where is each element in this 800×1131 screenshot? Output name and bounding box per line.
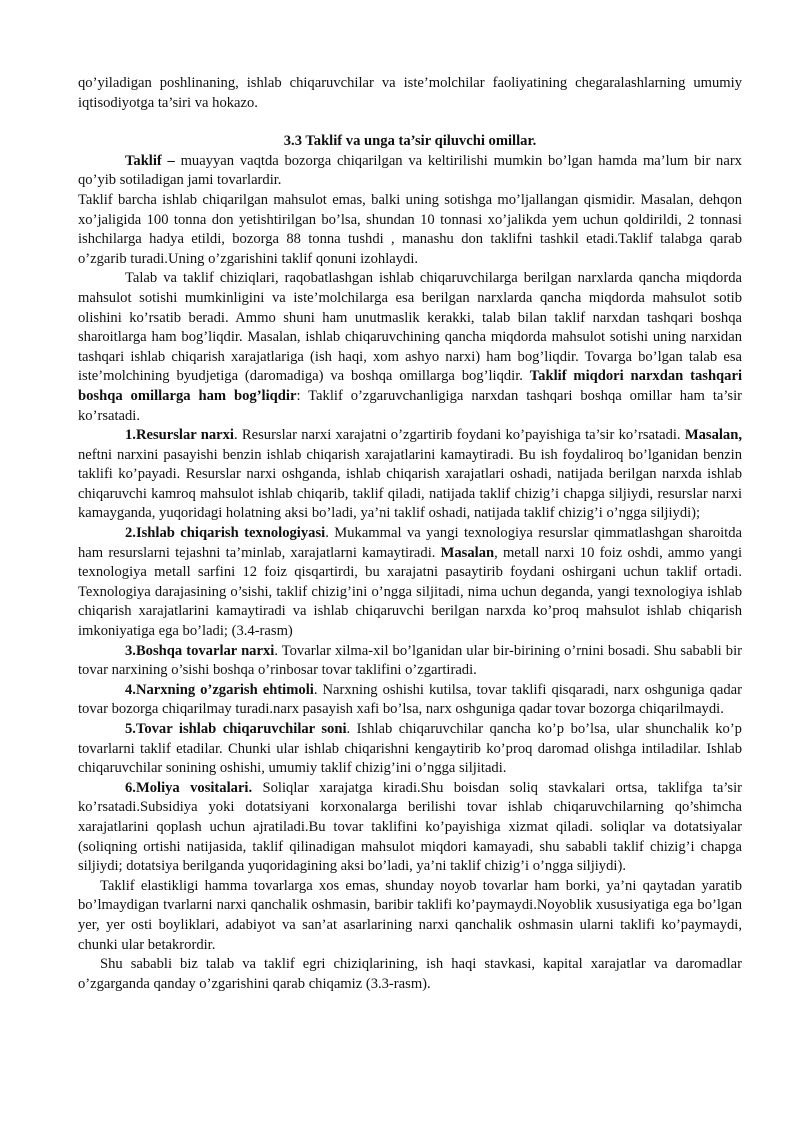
paragraph-elastiklik: Taklif elastikligi hamma tovarlarga xos emas, shunday noyob tovarlar ham borki, ya’ni qaytadan yaratib bo’lmaydigan tvarlarni narxi qanchalik oshmasin, baribir taklifi ko’paymaydi.Noyoblik xususiyatiga ega bo’lgan yer, yer osti boyliklari, adabiyot va san’at asarlarining narxi qanchalik oshmasin ularni taklifi ko’paymaydi, chunki ular betakrordir. [78,877,742,953]
factor-3-paragraph [78,642,742,681]
factor-5-paragraph [78,720,742,779]
factor-3-title: 3.Boshqa tovarlar narxi [125,642,275,659]
factor-2-text1: . Mukammal va yangi texnologiya resurslar qimmatlashgan sharoitda ham resurslarni tejashni ta’minlab, xarajatlarni kamaytiradi. [78,525,742,561]
factor-2-title: 2.Ishlab chiqarish texnologiyasi [125,525,326,542]
factor-5-text: . Ishlab chiqaruvchilar qancha ko’p bo’lsa, ular shunchalik ko’p tovarlarni taklif etadilar. Chunki ular ishlab chiqarishni kengaytirib ko’proq daromad olishga intiladilar. Ishlab chiqaruvchilar sonining oshishi, umumiy taklif chizig’ini o’ngga siljitadi. [78,721,742,777]
factor-5-title: 5.Tovar ishlab chiqaruvchilar soni [125,721,347,737]
paragraph-talab [78,269,742,426]
talab-tail: : Taklif o’zgaruvchanligiga narxdan tashqari boshqa omillar ham ta’sir ko’rsatadi. [78,387,742,424]
factor-1-bold2: Masalan, [684,427,742,444]
intro-paragraph: qo’yiladigan poshlinaning, ishlab chiqaruvchilar va iste’molchilar faoliyatining chegaralashlarning umumiy iqtisodiyotga ta’siri va hokazo. [78,75,742,111]
definition-text: muayyan vaqtda bozorga chiqarilgan va keltirilishi mumkin bo’lgan hamda ma’lum bir narx qo’yib sotiladigan jami tovarlardir. [78,152,742,189]
factor-2-paragraph [78,524,742,642]
factor-2-text2: , metall narxi 10 foiz oshdi, ammo yangi texnologiya metall sarfini 12 foiz qisqartirdi, bu xarajatni pasaytirib foydani oshirgani uchun taklif ortadi. Texnologiya darajasining o’sishi, taklif chizig’ini o’ngga siljitadi, nima uchun deganda, yangi texnologiya ishlab chiqarish xarajatlarini kamaytiradi va ishlab chiqaruvchi berilgan narxda ko’proq mahsulot ishlab chiqarish imkoniyatiga ega bo’ladi; (3.4-rasm) [78,544,742,640]
paragraph-taklif-barcha: Taklif barcha ishlab chiqarilgan mahsulot emas, balki uning sotishga mo’ljallangan qismidir. Masalan, dehqon xo’jaligida 100 tonna don yetishtirilgan bo’lsa, shundan 10 tonnasi xo’jalikda yem uchun qoldirildi, 2 tonnasi ishchilarga hadya etildi, bozorga 88 tonna tushdi , manashu don taklifni tashkil etadi.Taklif talabga qarab o’zgarib turadi.Uning o’zgarishini taklif qonuni izohlaydi. [78,191,742,267]
talab-text: Talab va taklif chiziqlari, raqobatlashgan ishlab chiqaruvchilarga berilgan narxlarda qancha miqdorda mahsulot sotishi mumkinligini va iste’molchilarga esa berilgan narxlarda qancha miqdorda mahsulot sotib olishini ko’rsatib beradi. Ammo shuni ham unutmaslik kerakki, talab bilan taklif narxdan tashqari boshqa sharoitlarga ham bog’liqdir. Masalan, ishlab chiqaruvchining qancha miqdorda mahsulot sotishi uning narxidan tashqari ishlab chiqarish xarajatlariga (ish haqi, xom ashyo narxi) ham bog’liqdir. Tovarga bo’lgan talab esa iste’molchining byudjetiga (daromadiga) va boshqa omillarga bog’liqdir. [78,270,742,385]
definition-term: Taklif – [125,152,175,169]
factor-3-text: . Tovarlar xilma-xil bo’lganidan ular bir-birining o’rnini bosadi. Shu sababli bir tovar narxining o’sishi boshqa o’rinbosar tovar taklifini o’zgartiradi. [78,642,742,679]
factor-4-title: 4.Narxning o’zgarish ehtimoli [125,681,314,698]
factor-4-text: . Narxning oshishi kutilsa, tovar taklifi qisqaradi, narx oshguniga qadar tovar bozorga chiqarilmay turadi.narx pasayish xafi bo’lsa, narx oshguniga qadar tovar bozorga chiqarilmaydi. [78,681,742,718]
factor-6-paragraph [78,779,742,877]
definition-paragraph [78,152,742,191]
factor-2-bold2: Masalan [440,544,495,561]
talab-bold: Taklif miqdori narxdan tashqari boshqa omillarga ham bog’liqdir [78,368,743,404]
factor-1-text2: neftni narxini pasayishi benzin ishlab chiqarish xarajatlarini kamaytiradi. Bu ish foydaliroq bo’lganidan benzin taklifi ko’payadi. Resurslar narxi oshganda, ishlab chiqarish xarajatlari oshadi, natijada berilgan narxda ishlab chiqaruvchi kamroq mahsulot ishlab chiqarib, taklif qiladi, natijada taklif chizig’i chapga siljiydi, resurslar narxi kamayganda, yuqoridagi holatning aksi bo’ladi, ya’ni taklif oshadi, natijada taklif chizig’i o’ngga siljiydi); [78,446,742,522]
factor-6-title: 6.Moliya vositalari. [125,779,253,796]
paragraph-shu-sababli: Shu sababli biz talab va taklif egri chiziqlarining, ish haqi stavkasi, kapital xarajatlar va daromadlar o’zgarganda qanday o’zgarishini qarab chiqamiz (3.3-rasm). [78,956,742,992]
factor-4-paragraph [78,681,742,720]
factor-1-paragraph [78,426,742,524]
factor-6-text: Soliqlar xarajatga kiradi.Shu boisdan soliq stavkalari ortsa, taklifga ta’sir ko’rsatadi.Subsidiya yoki dotatsiyani korxonalarga berilishi tovar ishlab chiqaruvchilarning qo’shimcha xarajatlarini qoplash uchun ajratiladi.Bu tovar taklifini ko’payishiga xizmat qiladi. soliqlar va dotatsiyalar (soliqning ortishi natijasida, taklif qilinadigan mahsulot miqdori kamayadi, shu sababli taklif chizig’i chapga siljiydi; dotatsiya berilganda yuqoridagining aksi bo’ladi, ya’ni taklif chizig’i o’ngga siljiydi). [78,779,742,875]
factor-1-text1: . Resurslar narxi xarajatni o’zgartirib foydani ko’payishiga ta’sir ko’rsatadi. [233,427,685,444]
section-heading: 3.3 Taklif va unga ta’sir qiluvchi omillar. [283,133,537,150]
factor-1-title: 1.Resurslar narxi [125,427,234,444]
